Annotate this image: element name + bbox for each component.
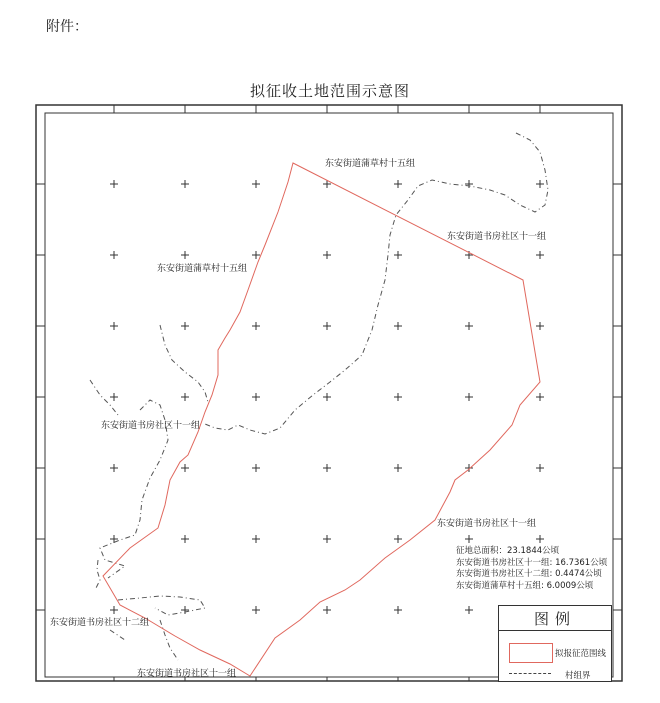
- grid-cross: [536, 322, 544, 330]
- grid-cross: [110, 180, 118, 188]
- grid-cross: [465, 393, 473, 401]
- grid-cross: [323, 464, 331, 472]
- grid-cross: [323, 535, 331, 543]
- grid-cross: [252, 393, 260, 401]
- grid-cross: [323, 251, 331, 259]
- grid-cross: [110, 606, 118, 614]
- grid-cross: [252, 606, 260, 614]
- grid-cross: [181, 251, 189, 259]
- grid-cross: [181, 535, 189, 543]
- label-community-lower-right: 东安街道书房社区十一组: [437, 519, 537, 529]
- grid-cross: [465, 180, 473, 188]
- grid-cross: [110, 393, 118, 401]
- grid-cross: [181, 322, 189, 330]
- label-village-top: 东安街道蒲草村十五组: [325, 159, 416, 169]
- grid-cross: [181, 180, 189, 188]
- grid-cross: [252, 251, 260, 259]
- stat-total-area: 征地总面积：23.1844公顷: [456, 546, 560, 556]
- grid-cross: [536, 393, 544, 401]
- grid-cross: [110, 322, 118, 330]
- grid-cross: [394, 606, 402, 614]
- grid-cross: [536, 535, 544, 543]
- grid-cross: [181, 464, 189, 472]
- label-village-left: 东安街道蒲草村十五组: [157, 264, 248, 274]
- grid-cross: [110, 464, 118, 472]
- legend-village-label: 村组界: [565, 671, 591, 681]
- legend-divider: [499, 630, 611, 631]
- grid-cross: [394, 393, 402, 401]
- grid-cross: [323, 606, 331, 614]
- village-boundary-line-west: [90, 325, 208, 660]
- stat-line-1: 东安街道书房社区十一组: 16.7361公顷: [456, 557, 608, 568]
- stat-line-2: 东安街道书房社区十二组: 0.4474公顷: [456, 569, 602, 579]
- grid-cross: [323, 322, 331, 330]
- grid-cross: [252, 464, 260, 472]
- grid-cross: [394, 251, 402, 259]
- grid-tick-marks: [36, 105, 622, 681]
- grid-cross: [252, 322, 260, 330]
- grid-cross: [252, 180, 260, 188]
- attachment-label: 附件：: [46, 19, 88, 35]
- label-community-12-left: 东安街道书房社区十二组: [50, 618, 150, 628]
- grid-cross: [323, 393, 331, 401]
- grid-cross: [465, 535, 473, 543]
- legend-boundary-label: 拟报征范围线: [555, 649, 607, 659]
- grid-cross: [536, 251, 544, 259]
- grid-cross: [465, 322, 473, 330]
- label-community-left: 东安街道书房社区十一组: [101, 421, 201, 431]
- grid-cross: [252, 535, 260, 543]
- grid-cross: [394, 535, 402, 543]
- label-community-top-right: 东安街道书房社区十一组: [447, 232, 547, 242]
- map-frame: [36, 105, 622, 681]
- legend-village-line-swatch: [509, 673, 551, 674]
- grid-cross: [465, 606, 473, 614]
- outer-frame: [36, 105, 622, 681]
- grid-cross: [394, 180, 402, 188]
- grid-cross: [536, 464, 544, 472]
- grid-cross: [110, 251, 118, 259]
- legend-box: [498, 605, 612, 682]
- legend-boundary-swatch: [509, 643, 553, 663]
- stat-line-3: 东安街道蒲草村十五组: 6.0009公顷: [456, 580, 594, 591]
- map-title: 拟征收土地范围示意图: [249, 82, 410, 100]
- grid-cross: [394, 464, 402, 472]
- grid-cross: [181, 606, 189, 614]
- legend-title: 图例: [533, 610, 576, 628]
- grid-cross: [394, 322, 402, 330]
- area-statistics: [456, 546, 607, 592]
- grid-cross: [181, 393, 189, 401]
- label-community-bottom: 东安街道书房社区十一组: [137, 669, 237, 679]
- inner-frame: [45, 113, 613, 677]
- grid-cross: [536, 180, 544, 188]
- village-boundary-line-north: [205, 133, 548, 434]
